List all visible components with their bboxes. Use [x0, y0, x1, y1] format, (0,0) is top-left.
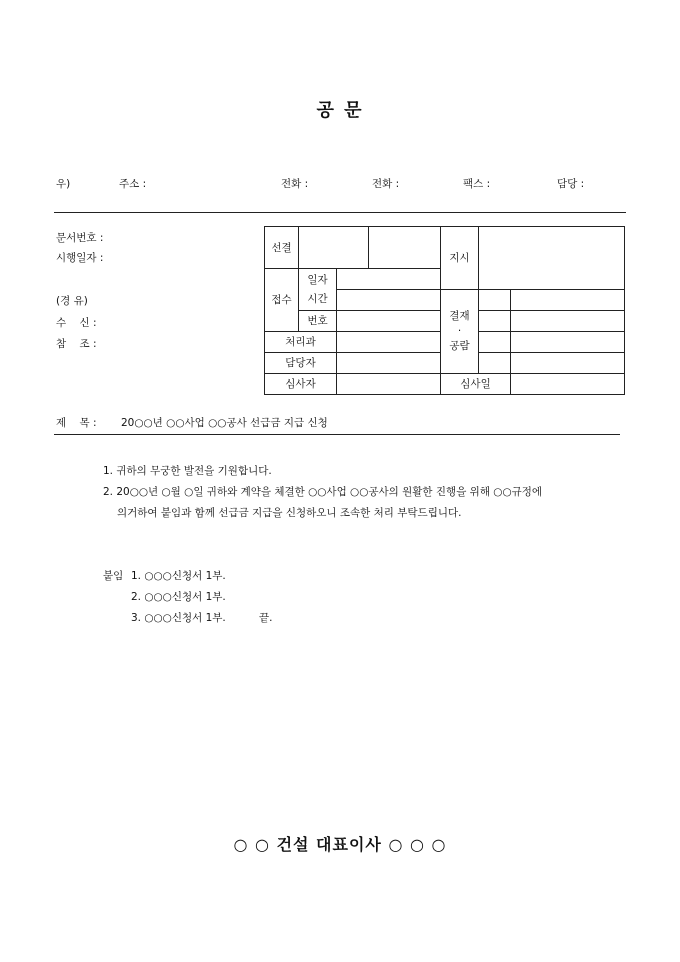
number-label: 번호 [299, 311, 337, 332]
time-cell [337, 290, 441, 311]
phone-label-1: 전화 : [281, 178, 309, 190]
instruction-label: 지시 [441, 227, 479, 290]
recipient-label: 수 신 : [56, 317, 97, 329]
approval-cell-2a [479, 311, 511, 332]
address-label: 주소 : [119, 178, 147, 190]
subject-underline [54, 434, 620, 435]
body-item-2-line-2: 의거하여 붙임과 함께 선급금 지급을 신청하오니 조속한 처리 부탁드립니다. [117, 507, 462, 519]
instruction-cell [479, 227, 625, 290]
time-label: 시간 [307, 292, 328, 305]
number-cell [337, 311, 441, 332]
exam-date-label: 심사일 [441, 374, 511, 395]
approval-review-label [441, 290, 479, 374]
attachment-item-3: 3. ○○○신청서 1부. [131, 612, 226, 624]
approval-cell-4b [511, 353, 625, 374]
examiner-label: 심사자 [265, 374, 337, 395]
attachment-label: 붙임 [103, 570, 124, 582]
attachment-item-1: 1. ○○○신청서 1부. [131, 570, 226, 582]
fax-label: 팩스 : [463, 178, 491, 190]
approval-table [264, 226, 625, 395]
header-divider [54, 212, 626, 213]
processing-dept-label: 처리과 [265, 332, 337, 353]
separator-dot: · [457, 325, 462, 337]
exam-date-cell [511, 374, 625, 395]
document-title: 공 문 [316, 100, 364, 121]
person-in-charge-cell [337, 353, 441, 374]
via-label: (경 유) [56, 295, 88, 307]
pre-decision-label: 선결 [265, 227, 299, 269]
phone-label-2: 전화 : [372, 178, 400, 190]
examiner-cell [337, 374, 441, 395]
approval-cell-3a [479, 332, 511, 353]
pre-decision-cell-1 [299, 227, 369, 269]
date-cell [337, 269, 441, 290]
end-mark: 끝. [259, 612, 273, 624]
review-label: 공람 [449, 340, 470, 352]
processing-dept-cell [337, 332, 441, 353]
receipt-label: 접수 [265, 269, 299, 332]
approval-cell-4a [479, 353, 511, 374]
approval-cell-1b [511, 290, 625, 311]
manager-label: 담당 : [557, 178, 585, 190]
issuer-signature: ○ ○ 건설 대표이사 ○ ○ ○ [233, 835, 447, 854]
date-label: 일자 [307, 273, 328, 286]
document-number-label: 문서번호 : [56, 232, 104, 244]
reference-label: 참 조 : [56, 338, 97, 350]
attachment-item-2: 2. ○○○신청서 1부. [131, 591, 226, 603]
approval-label: 결재 [449, 310, 470, 322]
approval-cell-2b [511, 311, 625, 332]
body-item-2-line-1: 2. 20○○년 ○월 ○일 귀하와 계약을 체결한 ○○사업 ○○공사의 원활한 진행을 위해 ○○규정에 [103, 486, 543, 498]
subject-text: 20○○년 ○○사업 ○○공사 선급금 지급 신청 [121, 417, 328, 429]
approval-cell-1a [479, 290, 511, 311]
approval-cell-3b [511, 332, 625, 353]
body-item-1: 1. 귀하의 무궁한 발전을 기원합니다. [103, 465, 272, 477]
person-in-charge-label: 담당자 [265, 353, 337, 374]
execution-date-label: 시행일자 : [56, 252, 104, 264]
pre-decision-cell-2 [369, 227, 441, 269]
postal-code-label: 우) [56, 178, 71, 190]
subject-label: 제 목 : [56, 417, 97, 429]
date-time-label [299, 269, 337, 311]
